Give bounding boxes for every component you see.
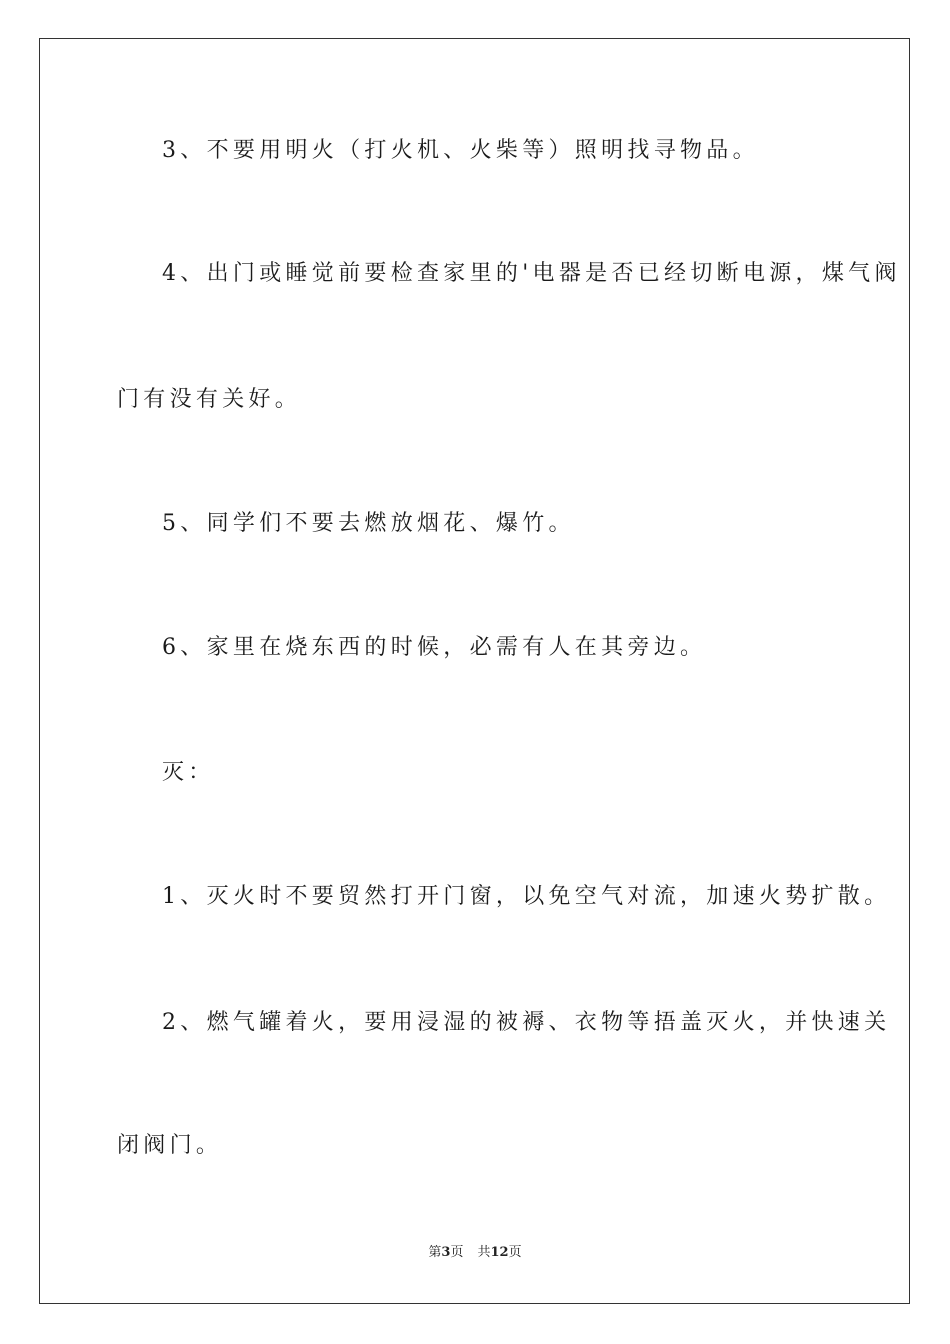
footer-page-suffix: 页: [450, 1245, 464, 1260]
extinguish-item-1: 1、灭火时不要贸然打开门窗，以免空气对流，加速火势扩散。: [162, 884, 891, 909]
section-heading-extinguish: 灭：: [162, 760, 215, 785]
page-border: [39, 38, 910, 1304]
page-footer: [0, 1244, 950, 1262]
paragraph-6: 6、家里在烧东西的时候，必需有人在其旁边。: [162, 635, 707, 660]
extinguish-item-2-line-1: 2、燃气罐着火，要用浸湿的被褥、衣物等捂盖灭火，并快速关: [162, 1010, 891, 1035]
footer-total-suffix: 页: [508, 1245, 522, 1260]
footer-page-number: 3: [441, 1245, 451, 1260]
footer-total-prefix: 共: [477, 1245, 491, 1260]
footer-total-pages: 12: [490, 1245, 509, 1260]
footer-page-prefix: 第: [428, 1245, 442, 1260]
extinguish-item-2-line-2: 闭阀门。: [117, 1133, 223, 1158]
paragraph-4-line-2: 门有没有关好。: [117, 387, 302, 412]
paragraph-4-line-1: 4、出门或睡觉前要检查家里的'电器是否已经切断电源，煤气阀: [162, 261, 901, 286]
paragraph-5: 5、同学们不要去燃放烟花、爆竹。: [162, 511, 575, 536]
paragraph-3: 3、不要用明火（打火机、火柴等）照明找寻物品。: [162, 138, 759, 163]
